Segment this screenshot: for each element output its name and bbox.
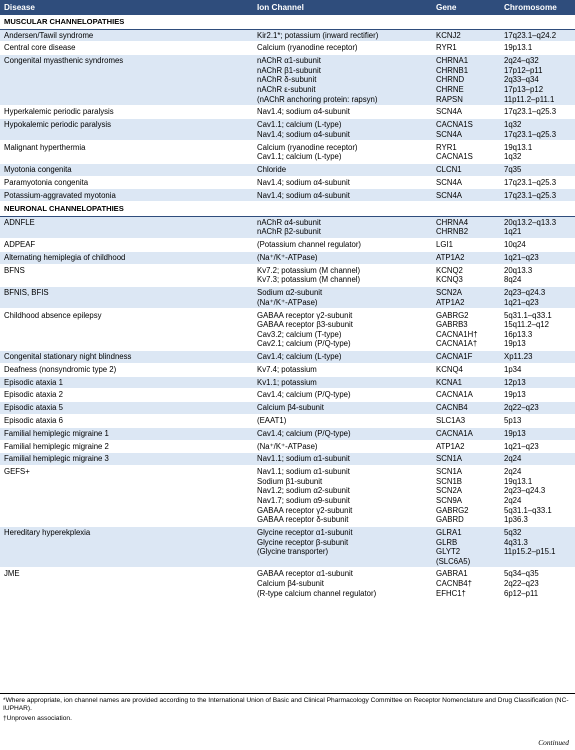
ion-channel-line: Nav1.4; sodium α4-subunit	[257, 190, 350, 200]
chromosome-line: 20q13.2–q13.3	[504, 217, 557, 227]
ion-channel-line: nAChR β2-subunit	[257, 227, 321, 237]
ion-channel-line: (Potassium channel regulator)	[257, 240, 362, 250]
ion-channel-line: Cav3.2; calcium (T-type)	[257, 329, 342, 339]
ion-channel-line: Nav1.1; sodium α1-subunit	[257, 454, 350, 464]
chromosome-line: 19p13	[504, 428, 526, 438]
gene-line: RYR1	[436, 43, 457, 53]
disease-cell: BFNS	[0, 264, 253, 286]
gene-line: SCN9A	[436, 495, 462, 505]
chromosome-line: 8q24	[504, 275, 522, 285]
table-row	[0, 427, 575, 440]
chromosome-cell	[500, 163, 575, 176]
ion-channel-cell	[253, 55, 432, 106]
gene-line: SCN4A	[436, 107, 462, 117]
ion-channel-line: Cav2.1; calcium (P/Q-type)	[257, 339, 351, 349]
chromosome-line: 2q24	[504, 467, 522, 477]
table-row	[0, 176, 575, 189]
chromosome-cell	[500, 176, 575, 189]
chromosome-line: 20q13.3	[504, 265, 533, 275]
gene-line: GABRA1	[436, 569, 468, 579]
chromosome-line: 17q23.1–q25.3	[504, 129, 557, 139]
table-row	[0, 239, 575, 252]
chromosome-line: 2q24–q32	[504, 56, 539, 66]
ion-channel-line: (nAChR anchoring protein: rapsyn)	[257, 94, 378, 104]
gene-cell	[432, 414, 500, 427]
ion-channel-line: Sodium β1-subunit	[257, 476, 323, 486]
ion-channel-line: Glycine receptor α1-subunit	[257, 527, 353, 537]
gene-cell	[432, 264, 500, 286]
ion-channel-cell	[253, 376, 432, 389]
disease-cell: Paramyotonia congenita	[0, 176, 253, 189]
chromosome-line: 19p13.1	[504, 43, 533, 53]
ion-channel-line: Calcium β4-subunit	[257, 579, 324, 589]
table-row	[0, 287, 575, 309]
table-row	[0, 55, 575, 106]
chromosome-cell	[500, 351, 575, 364]
gene-cell	[432, 402, 500, 415]
chromosome-line: 2q24	[504, 495, 522, 505]
footnote-unproven: †Unproven association.	[3, 715, 72, 723]
ion-channel-line: Kv7.3; potassium (M channel)	[257, 275, 361, 285]
ion-channel-line: Cav1.1; calcium (L-type)	[257, 152, 342, 162]
chromosome-line: 17q23.1–q25.3	[504, 190, 557, 200]
chromosome-line: 19q13.1	[504, 476, 533, 486]
gene-line: CACNA1S	[436, 120, 473, 130]
gene-line: CACNA1A†	[436, 339, 478, 349]
gene-line: CHRND	[436, 75, 465, 85]
chromosome-cell	[500, 427, 575, 440]
gene-line: (SLC6A5)	[436, 556, 471, 566]
ion-channel-cell	[253, 402, 432, 415]
gene-line: CHRNA4	[436, 217, 469, 227]
chromosome-cell	[500, 568, 575, 600]
chromosome-cell	[500, 55, 575, 106]
gene-line: CHRNA1	[436, 56, 469, 66]
chromosome-line: 5q31.1–q33.1	[504, 505, 552, 515]
ion-channel-line: Nav1.1; sodium α1-subunit	[257, 467, 350, 477]
ion-channel-line: Chloride	[257, 164, 287, 174]
ion-channel-line: nAChR α1-subunit	[257, 56, 321, 66]
ion-channel-cell	[253, 264, 432, 286]
chromosome-cell	[500, 440, 575, 453]
gene-line: CHRNB2	[436, 227, 469, 237]
ion-channel-cell	[253, 251, 432, 264]
ion-channel-cell	[253, 427, 432, 440]
ion-channel-cell	[253, 389, 432, 402]
chromosome-line: 16p13.3	[504, 329, 533, 339]
gene-line: LGI1	[436, 240, 453, 250]
ion-channel-cell	[253, 239, 432, 252]
ion-channel-cell	[253, 526, 432, 568]
header-gene: Gene	[432, 0, 500, 15]
gene-line: CACNA1A	[436, 428, 473, 438]
gene-line: ATP1A2	[436, 297, 465, 307]
table-row	[0, 163, 575, 176]
chromosome-line: 1q21	[504, 227, 522, 237]
chromosome-line: 2q23–q24.3	[504, 486, 546, 496]
ion-channel-line: (Na⁺/K⁺-ATPase)	[257, 441, 318, 451]
gene-cell	[432, 309, 500, 351]
gene-line: RYR1	[436, 142, 457, 152]
gene-line: CLCN1	[436, 164, 462, 174]
ion-channel-line: GABAA receptor β3-subunit	[257, 320, 353, 330]
chromosome-line: 5q31.1–q33.1	[504, 310, 552, 320]
table-row	[0, 141, 575, 163]
chromosome-cell	[500, 389, 575, 402]
chromosome-line: 12p13	[504, 377, 526, 387]
ion-channel-line: Nav1.4; sodium α4-subunit	[257, 129, 350, 139]
gene-line: GLRA1	[436, 527, 462, 537]
gene-line: CACNB4†	[436, 579, 472, 589]
table-row	[0, 106, 575, 119]
disease-cell: Episodic ataxia 6	[0, 414, 253, 427]
ion-channel-line: nAChR δ-subunit	[257, 75, 317, 85]
gene-line: SCN4A	[436, 177, 462, 187]
header-ion-channel: Ion Channel	[253, 0, 432, 15]
gene-line: CACNB4	[436, 403, 468, 413]
gene-line: GLRB	[436, 537, 458, 547]
gene-line: KCNJ2	[436, 30, 461, 40]
chromosome-cell	[500, 216, 575, 238]
table-row	[0, 453, 575, 466]
table-row	[0, 189, 575, 202]
gene-line: CACNA1H†	[436, 329, 478, 339]
gene-line: KCNQ2	[436, 265, 463, 275]
chromosome-cell	[500, 466, 575, 527]
ion-channel-line: Cav1.4; calcium (P/Q-type)	[257, 390, 351, 400]
table-row	[0, 29, 575, 42]
gene-cell	[432, 55, 500, 106]
ion-channel-cell	[253, 42, 432, 55]
gene-line: CACNA1F	[436, 352, 473, 362]
table-row	[0, 568, 575, 600]
gene-cell	[432, 189, 500, 202]
chromosome-line: 1p34	[504, 364, 522, 374]
gene-line: GABRB3	[436, 320, 468, 330]
ion-channel-line: Nav1.7; sodium α9-subunit	[257, 495, 350, 505]
disease-cell: Myotonia congenita	[0, 163, 253, 176]
ion-channel-cell	[253, 176, 432, 189]
gene-cell	[432, 427, 500, 440]
gene-line: GABRG2	[436, 505, 469, 515]
ion-channel-cell	[253, 163, 432, 176]
ion-channel-cell	[253, 453, 432, 466]
disease-cell: Familial hemiplegic migraine 2	[0, 440, 253, 453]
ion-channel-cell	[253, 106, 432, 119]
chromosome-cell	[500, 287, 575, 309]
ion-channel-cell	[253, 363, 432, 376]
gene-cell	[432, 141, 500, 163]
gene-line: SCN1A	[436, 467, 462, 477]
chromosome-line: 10q24	[504, 240, 526, 250]
chromosome-cell	[500, 251, 575, 264]
gene-line: KCNA1	[436, 377, 462, 387]
disease-cell: Congenital stationary night blindness	[0, 351, 253, 364]
chromosome-cell	[500, 376, 575, 389]
gene-line: SLC1A3	[436, 416, 466, 426]
table-row	[0, 414, 575, 427]
table-row	[0, 376, 575, 389]
disease-cell: Childhood absence epilepsy	[0, 309, 253, 351]
ion-channel-cell	[253, 466, 432, 527]
gene-cell	[432, 351, 500, 364]
chromosome-line: 2q24	[504, 454, 522, 464]
ion-channel-line: Kv7.4; potassium	[257, 364, 317, 374]
chromosome-cell	[500, 239, 575, 252]
ion-channel-cell	[253, 29, 432, 42]
disease-cell: ADPEAF	[0, 239, 253, 252]
chromosome-line: 5q34–q35	[504, 569, 539, 579]
chromosome-line: 1q32	[504, 120, 522, 130]
chromosome-cell	[500, 309, 575, 351]
ion-channel-cell	[253, 568, 432, 600]
table-row	[0, 119, 575, 141]
chromosome-line: 2q22–q23	[504, 403, 539, 413]
gene-line: SCN1B	[436, 476, 462, 486]
disease-cell: Episodic ataxia 2	[0, 389, 253, 402]
ion-channel-line: GABAA receptor α1-subunit	[257, 569, 353, 579]
disease-cell: Andersen/Tawil syndrome	[0, 29, 253, 42]
ion-channel-line: Nav1.4; sodium α4-subunit	[257, 177, 350, 187]
chromosome-cell	[500, 189, 575, 202]
chromosome-line: 2q33–q34	[504, 75, 539, 85]
gene-cell	[432, 363, 500, 376]
chromosome-line: 1q21–q23	[504, 297, 539, 307]
gene-cell	[432, 106, 500, 119]
ion-channel-line: Kir2.1*; potassium (inward rectifier)	[257, 30, 379, 40]
ion-channel-line: Cav1.4; calcium (L-type)	[257, 352, 342, 362]
table-row	[0, 389, 575, 402]
gene-line: ATP1A2	[436, 441, 465, 451]
section-row	[0, 15, 575, 29]
gene-cell	[432, 251, 500, 264]
chromosome-cell	[500, 363, 575, 376]
ion-channel-cell	[253, 440, 432, 453]
gene-cell	[432, 389, 500, 402]
chromosome-line: 17q23.1–q25.3	[504, 107, 557, 117]
ion-channel-line	[257, 557, 432, 567]
gene-line: SCN4A	[436, 190, 462, 200]
gene-line: RAPSN	[436, 94, 463, 104]
chromosome-cell	[500, 119, 575, 141]
chromosome-cell	[500, 414, 575, 427]
chromosome-line: 4q31.3	[504, 537, 528, 547]
gene-line: SCN2A	[436, 288, 462, 298]
gene-line: CACNA1S	[436, 152, 473, 162]
ion-channel-line: Glycine receptor β-subunit	[257, 537, 349, 547]
chromosome-line: 17q23.1–q24.2	[504, 30, 557, 40]
chromosome-line: 11p15.2–p15.1	[504, 547, 556, 557]
chromosome-cell	[500, 42, 575, 55]
ion-channel-line: Calcium β4-subunit	[257, 403, 324, 413]
chromosome-line: Xp11.23	[504, 352, 533, 362]
ion-channel-line: (Glycine transporter)	[257, 547, 329, 557]
disease-cell: Potassium-aggravated myotonia	[0, 189, 253, 202]
footnotes	[0, 693, 575, 726]
disease-cell: GEFS+	[0, 466, 253, 527]
table-row	[0, 264, 575, 286]
footnote-nomenclature: *Where appropriate, ion channel names are provided according to the International Union of Basic and Clinical Pharmacology Committee on Receptor Nomenclature and Drug Classification (NC-IUPHAR).	[3, 697, 569, 713]
section-title: MUSCULAR CHANNELOPATHIES	[0, 15, 575, 29]
ion-channel-line: nAChR α4-subunit	[257, 217, 321, 227]
gene-cell	[432, 42, 500, 55]
ion-channel-line: Kv1.1; potassium	[257, 377, 317, 387]
chromosome-cell	[500, 141, 575, 163]
disease-cell: BFNIS, BFIS	[0, 287, 253, 309]
disease-cell: Alternating hemiplegia of childhood	[0, 251, 253, 264]
ion-channel-cell	[253, 351, 432, 364]
gene-cell	[432, 440, 500, 453]
ion-channel-line: (Na⁺/K⁺-ATPase)	[257, 253, 318, 263]
chromosome-line	[504, 557, 575, 567]
disease-cell: Familial hemiplegic migraine 1	[0, 427, 253, 440]
ion-channel-line: (R-type calcium channel regulator)	[257, 588, 377, 598]
disease-cell: Congenital myasthenic syndromes	[0, 55, 253, 106]
chromosome-line: 15q11.2–q12	[504, 320, 549, 330]
chromosome-line: 19p13	[504, 339, 526, 349]
gene-line: CHRNB1	[436, 65, 469, 75]
ion-channel-line: nAChR β1-subunit	[257, 65, 321, 75]
section-title: NEURONAL CHANNELOPATHIES	[0, 202, 575, 217]
continued-label: Continued	[538, 738, 569, 747]
table-row	[0, 363, 575, 376]
ion-channel-cell	[253, 119, 432, 141]
gene-cell	[432, 453, 500, 466]
disease-cell: Episodic ataxia 5	[0, 402, 253, 415]
gene-line: EFHC1†	[436, 588, 466, 598]
chromosome-line: 17p12–p11	[504, 65, 543, 75]
chromosome-line: 19p13	[504, 390, 526, 400]
chromosome-line: 1q32	[504, 152, 522, 162]
disease-cell: Deafness (nonsyndromic type 2)	[0, 363, 253, 376]
disease-cell: JME	[0, 568, 253, 600]
table-row	[0, 42, 575, 55]
chromosome-line: 19q13.1	[504, 142, 533, 152]
gene-line: GABRG2	[436, 310, 469, 320]
gene-cell	[432, 466, 500, 527]
disease-cell: Malignant hyperthermia	[0, 141, 253, 163]
ion-channel-cell	[253, 141, 432, 163]
gene-line: ATP1A2	[436, 253, 465, 263]
gene-line: SCN1A	[436, 454, 462, 464]
ion-channel-line: (EAAT1)	[257, 416, 287, 426]
ion-channel-line: Calcium (ryanodine receptor)	[257, 43, 358, 53]
table-row	[0, 402, 575, 415]
gene-cell	[432, 568, 500, 600]
chromosome-line: 1q21–q23	[504, 253, 539, 263]
gene-cell	[432, 239, 500, 252]
ion-channel-cell	[253, 414, 432, 427]
chromosome-line: 1q21–q23	[504, 441, 539, 451]
section-row	[0, 202, 575, 217]
gene-line: KCNQ4	[436, 364, 463, 374]
chromosome-cell	[500, 264, 575, 286]
chromosome-line: 5p13	[504, 416, 522, 426]
ion-channel-line: Cav1.1; calcium (L-type)	[257, 120, 342, 130]
gene-line: SCN4A	[436, 129, 462, 139]
chromosome-line: 17q23.1–q25.3	[504, 177, 557, 187]
ion-channel-cell	[253, 287, 432, 309]
disease-cell: Hereditary hyperekplexia	[0, 526, 253, 568]
table-row	[0, 440, 575, 453]
chromosome-line: 7q35	[504, 164, 522, 174]
chromosome-line: 1p36.3	[504, 515, 528, 525]
ion-channel-cell	[253, 216, 432, 238]
ion-channel-line: nAChR ε-subunit	[257, 85, 316, 95]
disease-cell: Hypokalemic periodic paralysis	[0, 119, 253, 141]
gene-cell	[432, 29, 500, 42]
chromosome-line: 11p11.2–p11.1	[504, 94, 555, 104]
gene-cell	[432, 119, 500, 141]
header-disease: Disease	[0, 0, 253, 15]
chromosome-cell	[500, 29, 575, 42]
ion-channel-line: Nav1.4; sodium α4-subunit	[257, 107, 350, 117]
chromosome-cell	[500, 106, 575, 119]
ion-channel-line: Sodium α2-subunit	[257, 288, 323, 298]
chromosome-cell	[500, 453, 575, 466]
ion-channel-line: Calcium (ryanodine receptor)	[257, 142, 358, 152]
gene-line: KCNQ3	[436, 275, 463, 285]
table-row	[0, 351, 575, 364]
table-row	[0, 251, 575, 264]
gene-line: SCN2A	[436, 486, 462, 496]
header-chromosome: Chromosome	[500, 0, 575, 15]
disease-cell: Hyperkalemic periodic paralysis	[0, 106, 253, 119]
chromosome-line: 5q32	[504, 527, 522, 537]
ion-channel-cell	[253, 189, 432, 202]
gene-cell	[432, 287, 500, 309]
ion-channel-line: GABAA receptor δ-subunit	[257, 515, 349, 525]
gene-line: CHRNE	[436, 85, 464, 95]
chromosome-line: 6p12–p11	[504, 588, 539, 598]
ion-channel-line: Nav1.2; sodium α2-subunit	[257, 486, 350, 496]
chromosome-cell	[500, 402, 575, 415]
table-header	[0, 0, 575, 15]
gene-cell	[432, 216, 500, 238]
table-row	[0, 526, 575, 568]
disease-cell: Familial hemiplegic migraine 3	[0, 453, 253, 466]
disease-cell: Central core disease	[0, 42, 253, 55]
ion-channel-line: Cav1.4; calcium (P/Q-type)	[257, 428, 351, 438]
ion-channel-cell	[253, 309, 432, 351]
gene-line: CACNA1A	[436, 390, 473, 400]
disease-cell: ADNFLE	[0, 216, 253, 238]
ion-channel-line: GABAA receptor γ2-subunit	[257, 310, 353, 320]
table-row	[0, 309, 575, 351]
chromosome-line: 17p13–p12	[504, 85, 544, 95]
gene-cell	[432, 376, 500, 389]
gene-cell	[432, 526, 500, 568]
chromosome-line: 2q22–q23	[504, 579, 539, 589]
disease-cell: Episodic ataxia 1	[0, 376, 253, 389]
gene-cell	[432, 163, 500, 176]
gene-cell	[432, 176, 500, 189]
table-body	[0, 15, 575, 600]
table-row	[0, 216, 575, 238]
ion-channel-line: GABAA receptor γ2-subunit	[257, 505, 353, 515]
table-row	[0, 466, 575, 527]
gene-line: GABRD	[436, 515, 464, 525]
chromosome-cell	[500, 526, 575, 568]
gene-line: GLYT2	[436, 547, 461, 557]
ion-channel-line: (Na⁺/K⁺-ATPase)	[257, 297, 318, 307]
chromosome-line: 2q23–q24.3	[504, 288, 546, 298]
ion-channel-line: Kv7.2; potassium (M channel)	[257, 265, 361, 275]
